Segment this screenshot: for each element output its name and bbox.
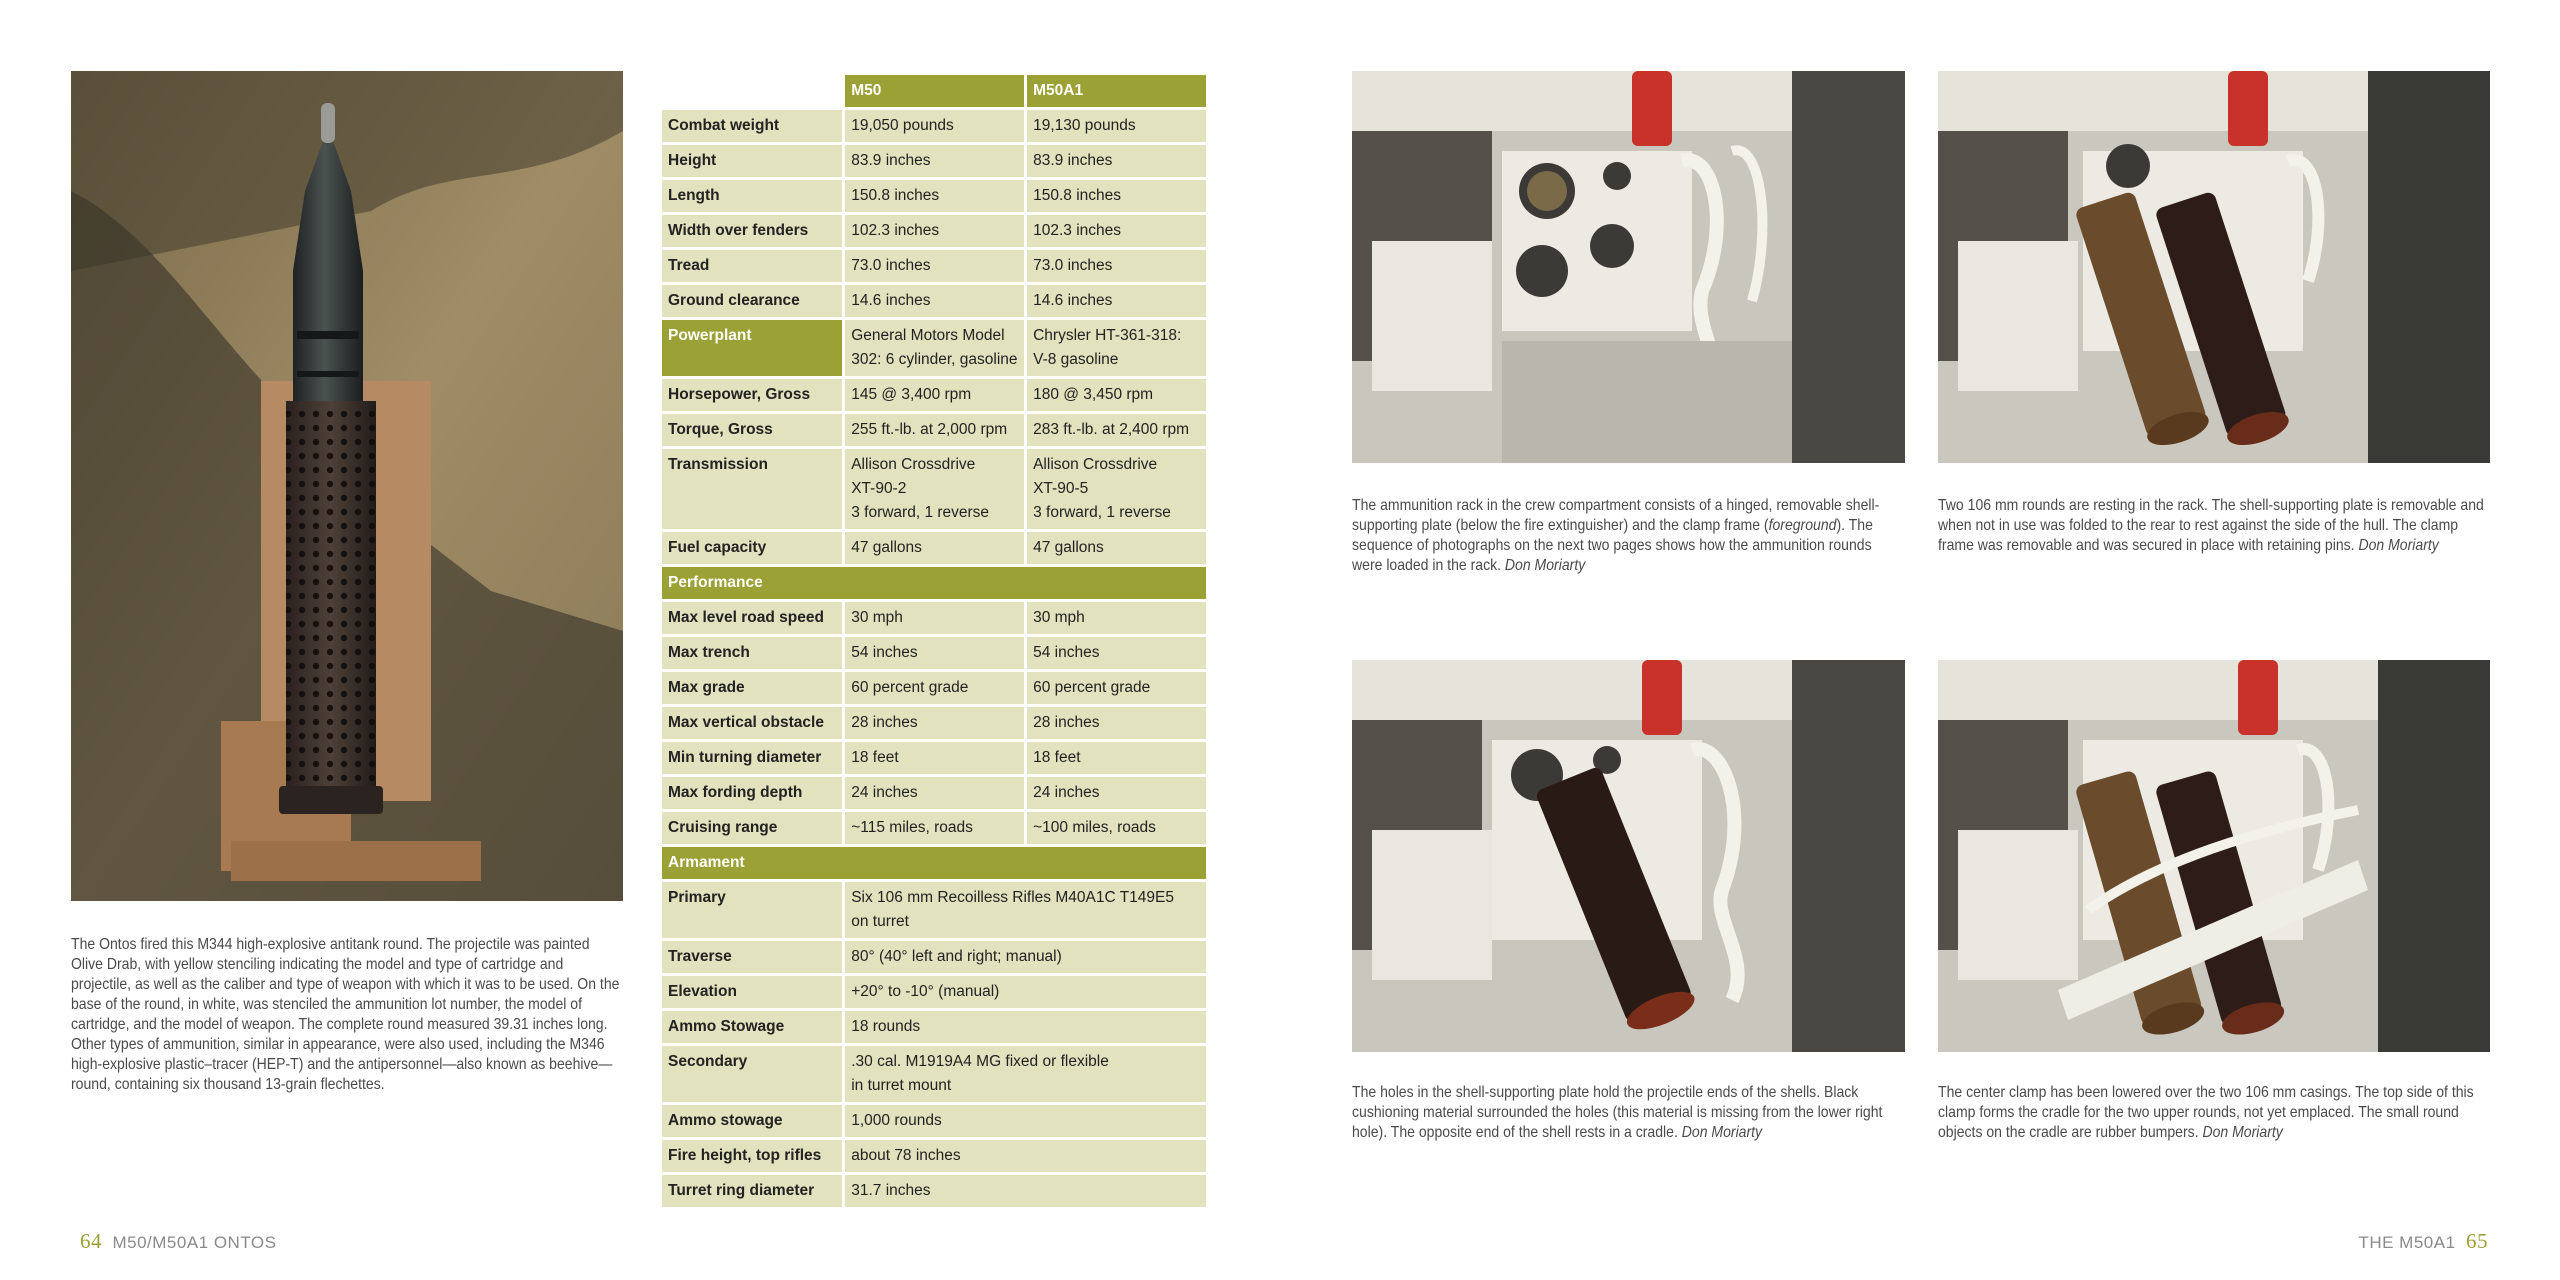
row-label: Fire height, top rifles bbox=[662, 1140, 842, 1172]
row-value bbox=[845, 1011, 1206, 1043]
table-header-blank bbox=[662, 75, 842, 107]
table-row-combat-weight bbox=[662, 110, 1206, 142]
row-value-m50a1 bbox=[1027, 637, 1206, 669]
row-value bbox=[845, 1046, 1206, 1102]
row-value-m50 bbox=[845, 449, 1024, 529]
cell-line: about 78 inches bbox=[851, 1147, 961, 1164]
table-row-secondary bbox=[662, 1046, 1206, 1102]
row-value-m50 bbox=[845, 379, 1024, 411]
table-row-max-fording-depth bbox=[662, 777, 1206, 809]
cell-line: 302: 6 cylinder, gasoline bbox=[851, 351, 1018, 368]
table-row-turret-ring-diameter bbox=[662, 1175, 1206, 1207]
table-row-width-over-fenders bbox=[662, 215, 1206, 247]
cell-line: Chrysler HT-361-318: bbox=[1033, 327, 1182, 344]
row-value-m50a1 bbox=[1027, 449, 1206, 529]
cell-line: 83.9 inches bbox=[1033, 152, 1113, 169]
row-value bbox=[845, 1140, 1206, 1172]
cell-line: 19,050 pounds bbox=[851, 117, 954, 134]
cell-line: Six 106 mm Recoilless Rifles M40A1C T149E5 bbox=[851, 889, 1174, 906]
table-row-transmission bbox=[662, 449, 1206, 529]
row-value-m50a1 bbox=[1027, 285, 1206, 317]
row-value-m50a1 bbox=[1027, 532, 1206, 564]
caption-text-continued: ). The sequence of photographs on the next two pages shows how the ammunition rounds were loaded in the rack. bbox=[1352, 517, 1873, 574]
cell-line: General Motors Model bbox=[851, 327, 1005, 344]
cell-line: 80° (40° left and right; manual) bbox=[851, 948, 1062, 965]
cell-line: 145 @ 3,400 rpm bbox=[851, 386, 972, 403]
row-value-m50 bbox=[845, 672, 1024, 704]
row-value-m50 bbox=[845, 742, 1024, 774]
caption-text: The center clamp has been lowered over the two 106 mm casings. The top side of this clamp forms the cradle for the two upper rounds, not yet emplaced. The small round objects on the cradle are rubber bumpers. bbox=[1938, 1084, 2474, 1141]
cell-line: 150.8 inches bbox=[1033, 187, 1121, 204]
caption-center-clamp bbox=[1938, 1083, 2491, 1143]
cell-line: 19,130 pounds bbox=[1033, 117, 1136, 134]
row-label: Ammo stowage bbox=[662, 1105, 842, 1137]
cell-line: 60 percent grade bbox=[1033, 679, 1151, 696]
row-value-m50a1 bbox=[1027, 602, 1206, 634]
cell-line: 18 rounds bbox=[851, 1018, 921, 1035]
cell-line: XT-90-5 bbox=[1033, 480, 1089, 497]
running-title-right: THE M50A1 bbox=[2358, 1233, 2456, 1252]
row-value-m50 bbox=[845, 110, 1024, 142]
row-value bbox=[845, 1105, 1206, 1137]
table-row-primary bbox=[662, 882, 1206, 938]
photo-credit: Don Moriarty bbox=[1681, 1124, 1763, 1141]
left-photo-caption: The Ontos fired this M344 high-explosive antitank round. The projectile was painted Olive Drab, with yellow stenciling indicating the model and type of cartridge and projectile, as well as the caliber and type of weapon with which it was to be used. On the base of the round, in white, was stenciled the ammunition lot number, the model of cartridge, and the model of weapon. The complete round measured 39.31 inches long. Other types of ammunition, similar in appearance, were also used, including the M346 high-explosive plastic–tracer (HEP-T) and the antipersonnel—also known as beehive—round, containing six thousand 13-grain flechettes. bbox=[71, 936, 620, 1093]
right-folio bbox=[2358, 1229, 2488, 1254]
row-value-m50a1 bbox=[1027, 145, 1206, 177]
cell-line: 47 gallons bbox=[851, 539, 922, 556]
row-value-m50a1 bbox=[1027, 215, 1206, 247]
row-label: Transmission bbox=[662, 449, 842, 529]
row-label: Powerplant bbox=[662, 320, 842, 376]
row-value-m50a1 bbox=[1027, 742, 1206, 774]
photo-m344-round bbox=[71, 71, 623, 901]
row-value-m50a1 bbox=[1027, 812, 1206, 844]
row-label: Max trench bbox=[662, 637, 842, 669]
row-value-m50a1 bbox=[1027, 707, 1206, 739]
cell-line: 30 mph bbox=[851, 609, 903, 626]
table-row-fire-height-top-rifles bbox=[662, 1140, 1206, 1172]
table-row-max-vertical-obstacle bbox=[662, 707, 1206, 739]
cell-line: 102.3 inches bbox=[851, 222, 940, 239]
cell-line: 18 feet bbox=[1033, 749, 1081, 766]
row-label: Length bbox=[662, 180, 842, 212]
cell-line: 14.6 inches bbox=[1033, 292, 1113, 309]
row-value-m50 bbox=[845, 532, 1024, 564]
cell-line: 30 mph bbox=[1033, 609, 1085, 626]
cell-line: V-8 gasoline bbox=[1033, 351, 1119, 368]
left-folio bbox=[80, 1229, 276, 1254]
row-value-m50 bbox=[845, 250, 1024, 282]
cell-line: 54 inches bbox=[851, 644, 918, 661]
cell-line: Allison Crossdrive bbox=[1033, 456, 1158, 473]
row-label: Max fording depth bbox=[662, 777, 842, 809]
specifications-table bbox=[659, 72, 1209, 1210]
table-row-ammo-stowage bbox=[662, 1011, 1206, 1043]
row-value-m50 bbox=[845, 180, 1024, 212]
cell-line: XT-90-2 bbox=[851, 480, 907, 497]
cell-line: 180 @ 3,450 rpm bbox=[1033, 386, 1154, 403]
row-label: Secondary bbox=[662, 1046, 842, 1102]
row-label: Max vertical obstacle bbox=[662, 707, 842, 739]
cell-line: 60 percent grade bbox=[851, 679, 969, 696]
table-row-max-trench bbox=[662, 637, 1206, 669]
cell-line: ~100 miles, roads bbox=[1033, 819, 1156, 836]
caption-italic: foreground bbox=[1768, 517, 1837, 534]
row-label: Fuel capacity bbox=[662, 532, 842, 564]
cell-line: 283 ft.-lb. at 2,400 rpm bbox=[1033, 421, 1190, 438]
row-label: Tread bbox=[662, 250, 842, 282]
row-label: Torque, Gross bbox=[662, 414, 842, 446]
row-value-m50a1 bbox=[1027, 777, 1206, 809]
table-row-fuel-capacity bbox=[662, 532, 1206, 564]
cell-line: 31.7 inches bbox=[851, 1182, 931, 1199]
row-value-m50a1 bbox=[1027, 672, 1206, 704]
cell-line: 255 ft.-lb. at 2,000 rpm bbox=[851, 421, 1008, 438]
table-row-min-turning-diameter bbox=[662, 742, 1206, 774]
row-value-m50 bbox=[845, 285, 1024, 317]
cell-line: 47 gallons bbox=[1033, 539, 1104, 556]
cell-line: 14.6 inches bbox=[851, 292, 931, 309]
table-row-max-grade bbox=[662, 672, 1206, 704]
row-label: Cruising range bbox=[662, 812, 842, 844]
cell-line: 83.9 inches bbox=[851, 152, 931, 169]
row-value-m50a1 bbox=[1027, 320, 1206, 376]
cell-line: .30 cal. M1919A4 MG fixed or flexible bbox=[851, 1053, 1109, 1070]
photo-two-rounds-in-rack bbox=[1938, 71, 2490, 463]
row-value bbox=[845, 1175, 1206, 1207]
table-row-tread bbox=[662, 250, 1206, 282]
row-value-m50 bbox=[845, 215, 1024, 247]
cell-line: 24 inches bbox=[1033, 784, 1100, 801]
row-label: Height bbox=[662, 145, 842, 177]
row-value-m50 bbox=[845, 145, 1024, 177]
photo-credit: Don Moriarty bbox=[2202, 1124, 2283, 1141]
row-value-m50 bbox=[845, 707, 1024, 739]
photo-center-clamp-lowered bbox=[1938, 660, 2490, 1052]
cell-line: 73.0 inches bbox=[851, 257, 931, 274]
row-label: Max level road speed bbox=[662, 602, 842, 634]
cell-line: 54 inches bbox=[1033, 644, 1100, 661]
table-row-ammo-stowage bbox=[662, 1105, 1206, 1137]
table-row-max-level-road-speed bbox=[662, 602, 1206, 634]
row-value bbox=[845, 882, 1206, 938]
cell-line: 3 forward, 1 reverse bbox=[851, 504, 990, 521]
cell-line: in turret mount bbox=[851, 1077, 952, 1094]
row-value-m50a1 bbox=[1027, 180, 1206, 212]
row-value-m50 bbox=[845, 414, 1024, 446]
table-row-height bbox=[662, 145, 1206, 177]
table-row-cruising-range bbox=[662, 812, 1206, 844]
specifications-table-body bbox=[662, 110, 1206, 1207]
cell-line: Allison Crossdrive bbox=[851, 456, 976, 473]
cell-line: 102.3 inches bbox=[1033, 222, 1121, 239]
table-row-horsepower-gross bbox=[662, 379, 1206, 411]
row-label: Primary bbox=[662, 882, 842, 938]
photo-credit: Don Moriarty bbox=[2358, 537, 2439, 554]
table-row-length bbox=[662, 180, 1206, 212]
row-value-m50 bbox=[845, 812, 1024, 844]
row-value-m50a1 bbox=[1027, 250, 1206, 282]
row-label: Combat weight bbox=[662, 110, 842, 142]
section-heading: Armament bbox=[662, 847, 1206, 879]
row-label: Traverse bbox=[662, 941, 842, 973]
row-label: Ground clearance bbox=[662, 285, 842, 317]
cell-line: 24 inches bbox=[851, 784, 918, 801]
cell-line: 1,000 rounds bbox=[851, 1112, 942, 1129]
cell-line: 3 forward, 1 reverse bbox=[1033, 504, 1171, 521]
row-value-m50a1 bbox=[1027, 110, 1206, 142]
table-row-torque-gross bbox=[662, 414, 1206, 446]
table-row-ground-clearance bbox=[662, 285, 1206, 317]
row-label: Elevation bbox=[662, 976, 842, 1008]
caption-ammunition-rack bbox=[1352, 496, 1905, 576]
row-label: Turret ring diameter bbox=[662, 1175, 842, 1207]
section-heading: Performance bbox=[662, 567, 1206, 599]
caption-shell-plate bbox=[1352, 1083, 1905, 1143]
row-value bbox=[845, 941, 1206, 973]
row-label: Ammo Stowage bbox=[662, 1011, 842, 1043]
section-armament bbox=[662, 847, 1206, 879]
row-value-m50 bbox=[845, 777, 1024, 809]
photo-ammunition-rack-empty bbox=[1352, 71, 1905, 463]
row-label: Max grade bbox=[662, 672, 842, 704]
cell-line: ~115 miles, roads bbox=[851, 819, 973, 836]
cell-line: 28 inches bbox=[851, 714, 918, 731]
caption-text: The ammunition rack in the crew compartment consists of a hinged, removable shell-supporting plate (below the fire extinguisher) and the clamp frame ( bbox=[1352, 497, 1880, 534]
caption-text: Two 106 mm rounds are resting in the rack. The shell-supporting plate is removable and when not in use was folded to the rear to rest against the side of the hull. The clamp frame was removable and was secured in place with retaining pins. bbox=[1938, 497, 2484, 554]
cell-line: 150.8 inches bbox=[851, 187, 940, 204]
photo-shell-supporting-plate bbox=[1352, 660, 1905, 1052]
row-value-m50 bbox=[845, 320, 1024, 376]
table-row-powerplant bbox=[662, 320, 1206, 376]
section-performance bbox=[662, 567, 1206, 599]
caption-two-rounds bbox=[1938, 496, 2491, 556]
caption-text: The holes in the shell-supporting plate hold the projectile ends of the shells. Black cushioning material surrounded the holes (this material is missing from the lower right hole). The opposite end of the shell rests in a cradle. bbox=[1352, 1084, 1883, 1141]
table-row-traverse bbox=[662, 941, 1206, 973]
running-title-left: M50/M50A1 ONTOS bbox=[112, 1233, 277, 1252]
table-header-m50a1: M50A1 bbox=[1027, 75, 1206, 107]
cell-line: 73.0 inches bbox=[1033, 257, 1113, 274]
row-value-m50 bbox=[845, 637, 1024, 669]
row-value-m50a1 bbox=[1027, 414, 1206, 446]
cell-line: on turret bbox=[851, 913, 909, 930]
page-number-right: 65 bbox=[2466, 1229, 2488, 1253]
photo-credit: Don Moriarty bbox=[1504, 557, 1586, 574]
table-row-elevation bbox=[662, 976, 1206, 1008]
row-label: Horsepower, Gross bbox=[662, 379, 842, 411]
cell-line: 18 feet bbox=[851, 749, 899, 766]
row-label: Min turning diameter bbox=[662, 742, 842, 774]
row-value-m50 bbox=[845, 602, 1024, 634]
row-value-m50a1 bbox=[1027, 379, 1206, 411]
page-number-left: 64 bbox=[80, 1229, 102, 1253]
row-value bbox=[845, 976, 1206, 1008]
table-header-m50: M50 bbox=[845, 75, 1024, 107]
cell-line: +20° to -10° (manual) bbox=[851, 983, 1000, 1000]
cell-line: 28 inches bbox=[1033, 714, 1100, 731]
row-label: Width over fenders bbox=[662, 215, 842, 247]
